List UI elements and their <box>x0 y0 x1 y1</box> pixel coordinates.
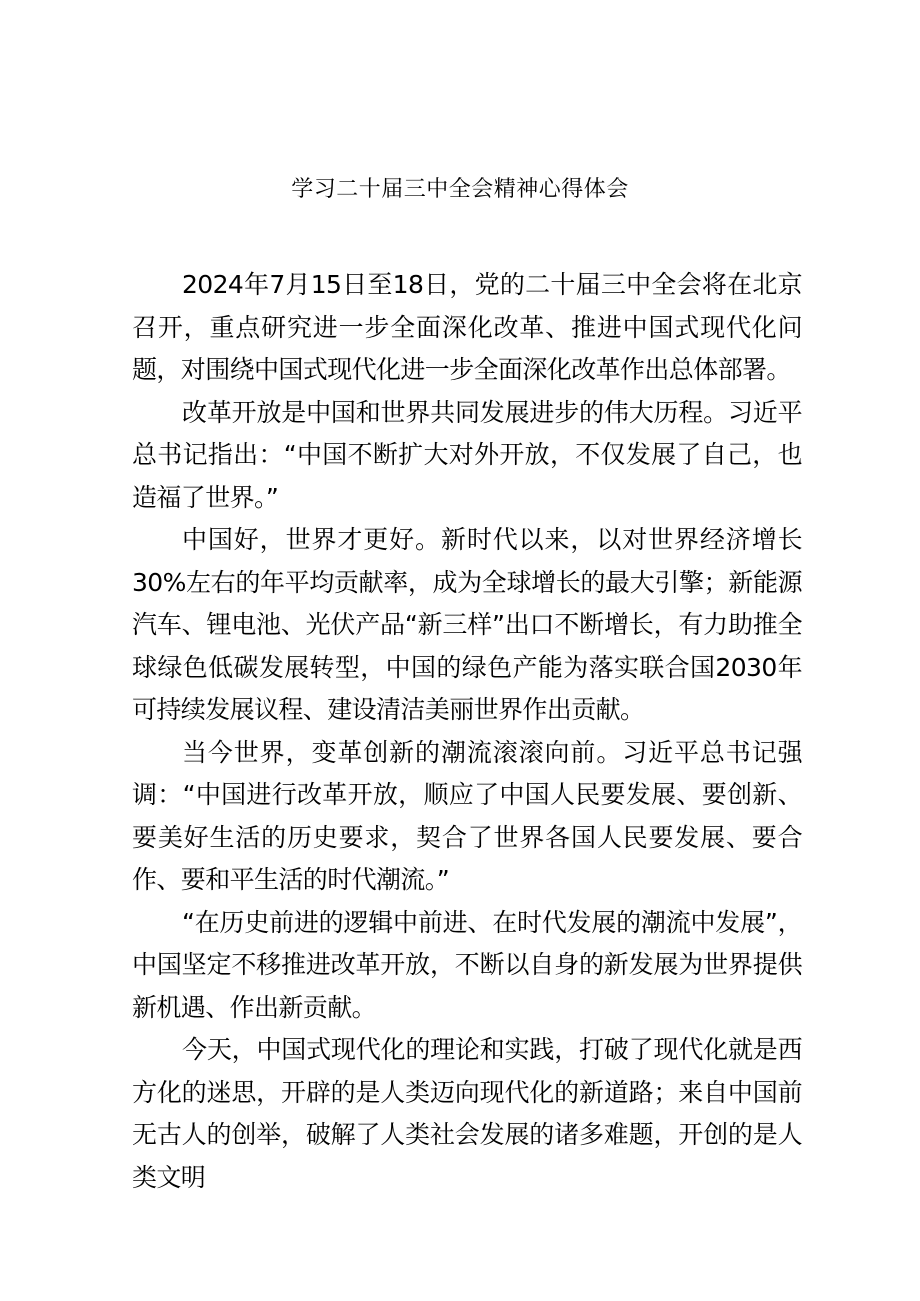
document-title: 学习二十届三中全会精神心得体会 <box>291 177 629 202</box>
paragraph: 今天，中国式现代化的理论和实践，打破了现代化就是西方化的迷思，开辟的是人类迈向现代化的新道路；来自中国前无古人的创举，破解了人类社会发展的诸多难题，开创的是人类文明 <box>132 1035 802 1192</box>
paragraph: 改革开放是中国和世界共同发展进步的伟大历程。习近平总书记指出：“中国不断扩大对外开放，不仅发展了自己，也造福了世界。” <box>132 397 802 512</box>
paragraph: 当今世界，变革创新的潮流滚滚向前。习近平总书记强调：“中国进行改革开放，顺应了中国人民要发展、要创新、要美好生活的历史要求，契合了世界各国人民要发展、要合作、要和平生活的时代潮流。” <box>132 737 802 894</box>
document-body <box>132 264 802 1199</box>
paragraph: 中国好，世界才更好。新时代以来，以对世界经济增长30%左右的年平均贡献率，成为全球增长的最大引擎；新能源汽车、锂电池、光伏产品“新三样”出口不断增长，有力助推全球绿色低碳发展转型，中国的绿色产能为落实联合国2030年可持续发展议程、建设清洁美丽世界作出贡献。 <box>132 525 802 724</box>
paragraph: 2024年7月15日至18日，党的二十届三中全会将在北京召开，重点研究进一步全面深化改革、推进中国式现代化问题，对围绕中国式现代化进一步全面深化改革作出总体部署。 <box>132 270 802 384</box>
paragraph: “在历史前进的逻辑中前进、在时代发展的潮流中发展”，中国坚定不移推进改革开放，不断以自身的新发展为世界提供新机遇、作出新贡献。 <box>132 907 802 1022</box>
